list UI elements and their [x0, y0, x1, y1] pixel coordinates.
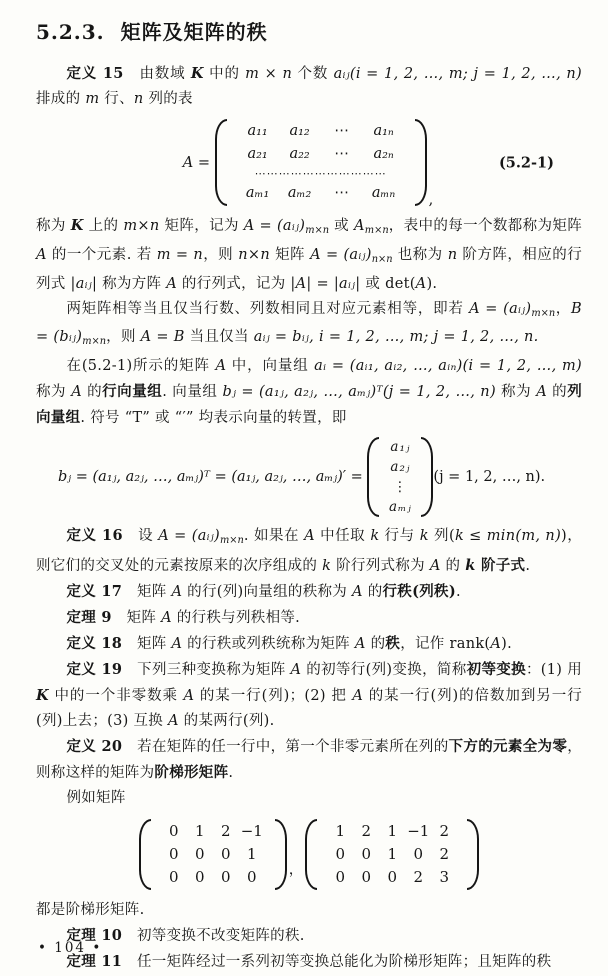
matrix-cell: 1 [194, 821, 205, 840]
text-segment: 上的 [83, 218, 124, 234]
matrix-row [237, 182, 405, 205]
text-segment: ). [426, 275, 438, 292]
text-segment: A [415, 275, 427, 292]
section-title: 矩阵及矩阵的秩 [120, 20, 268, 44]
paragraph-theorem-10 [36, 923, 582, 949]
example-echelon-matrices [36, 817, 582, 892]
text-segment: 矩阵，记为 [159, 218, 244, 234]
text-segment: 称为 [36, 218, 71, 234]
matrix-cell: a₁₁ [247, 123, 268, 139]
matrix-cell: 1 [387, 821, 398, 840]
text-segment: |aᵢⱼ| [70, 275, 98, 292]
text-segment: A = (aᵢⱼ) [158, 528, 220, 544]
text-segment: 的行秩与列秩相等. [171, 609, 301, 626]
text-segment: 定义 19 [66, 660, 123, 678]
text-segment: 称为方阵 [97, 275, 167, 292]
text-segment: n×n [238, 246, 270, 263]
text-segment: 下列三种变换称为矩阵 [122, 661, 291, 678]
text-segment: 的某一行(列)；(2) 把 [194, 687, 353, 704]
text-segment: m [85, 91, 100, 107]
text-segment: 若在矩阵的任一行中，第一个非零元素所在列的 [122, 738, 449, 755]
text-segment: 中的一个非零数乘 [48, 687, 184, 704]
matrix-row [385, 437, 415, 457]
text-segment: A [167, 712, 179, 729]
matrix-cell: 0 [168, 844, 179, 863]
text-segment: 中任取 [314, 528, 371, 544]
text-segment: 定义 17 [66, 582, 123, 600]
text-segment: 或 [329, 218, 354, 234]
paragraph-matrix-naming [36, 213, 582, 297]
text-segment: 矩阵 [122, 635, 172, 652]
text-segment: A [166, 275, 177, 292]
text-segment: A = (aᵢⱼ) [469, 300, 532, 317]
paragraph-definition-19 [36, 657, 582, 734]
matrix-row [385, 477, 415, 497]
matrix-cell: 0 [168, 867, 179, 886]
text-segment: 矩阵 [269, 246, 311, 263]
equation-column-vector [36, 435, 582, 519]
matrix-cell: 0 [220, 867, 231, 886]
matrix-row [385, 497, 415, 517]
text-segment: 或 det( [360, 275, 416, 292]
matrix-row [237, 143, 405, 166]
matrix-cell: ⋯ [334, 185, 349, 201]
matrix-row [161, 866, 265, 889]
text-segment: 称为 [36, 384, 72, 400]
matrix-row [237, 120, 405, 143]
text-segment: 秩 [385, 634, 401, 652]
text-segment: 初等变换不改变矩阵的秩. [122, 927, 305, 944]
matrix-cell: ⋯ [334, 146, 349, 162]
text-segment: aᵢⱼ(i = 1, 2, …, m; j = 1, 2, …, n) [333, 66, 582, 82]
equation-comma: , [428, 192, 434, 208]
text-segment: 列( [428, 528, 455, 544]
matrix-cell: a₁₂ [289, 123, 310, 139]
text-segment: ，记作 rank( [400, 635, 491, 652]
equation-rhs: (j = 1, 2, …, n). [433, 469, 546, 485]
text-segment: K [70, 217, 84, 234]
text-segment: 定义 16 [66, 527, 123, 544]
text-segment: n×n [371, 253, 393, 265]
matrix-cell: 0 [168, 821, 179, 840]
paragraph-definition-18 [36, 631, 582, 657]
text-segment: A = B [140, 329, 185, 346]
right-paren [415, 119, 427, 206]
text-segment: 矩阵 [122, 583, 172, 600]
paragraph-example-intro [36, 786, 582, 811]
matrix-cell: 3 [439, 867, 450, 886]
text-segment: A [490, 635, 502, 652]
text-segment: . [228, 764, 234, 781]
right-paren [275, 819, 287, 890]
text-segment: A [183, 687, 195, 704]
text-segment: B = (bᵢⱼ) [36, 300, 582, 346]
text-segment: |A| = |aᵢⱼ| [290, 275, 361, 292]
right-paren [467, 819, 479, 890]
text-segment: 任一矩阵经过一系列初等变换总能化为阶梯形矩阵；且矩阵的秩 [122, 953, 552, 970]
text-segment: A [215, 358, 227, 374]
text-segment: A [171, 635, 183, 652]
text-segment: A [352, 583, 363, 600]
text-segment: . [525, 557, 531, 574]
matrix-cell: 0 [220, 844, 231, 863]
text-segment: A [304, 528, 315, 544]
left-paren [215, 119, 227, 206]
text-segment: 行、 [99, 91, 134, 107]
text-segment: A = (aᵢⱼ) [310, 246, 372, 263]
text-segment: A [161, 609, 172, 626]
text-segment: k [322, 557, 332, 574]
matrix-row [161, 820, 265, 843]
section-heading [36, 16, 582, 45]
text-segment: 也称为 [392, 246, 448, 263]
matrix-cell: aₘₙ [371, 185, 396, 201]
text-segment: 两矩阵相等当且仅当行数、列数相同且对应元素相等，即若 [66, 300, 470, 317]
text-segment: 定理 9 [66, 608, 112, 626]
left-paren [305, 819, 317, 890]
matrix-A [227, 117, 415, 208]
matrix-row [385, 457, 415, 477]
matrix-cell: 2 [220, 821, 231, 840]
text-segment: 的行秩或列秩统称为矩阵 [182, 635, 355, 652]
text-segment: m×n [82, 336, 107, 347]
matrix-cell: a₂ⱼ [390, 459, 411, 475]
column-vector [379, 435, 421, 519]
matrix-cell: a₂ₙ [373, 146, 394, 162]
text-segment: 的某两行(列). [178, 712, 275, 729]
text-segment: 的 [440, 557, 466, 574]
text-segment: 的初等行(列)变换，简称 [301, 661, 467, 678]
text-segment: K [190, 65, 204, 82]
text-segment: . 向量组 [162, 384, 223, 400]
text-segment: 中，向量组 [226, 358, 315, 374]
text-segment: A [171, 583, 183, 600]
text-segment: k ≤ min(m, n) [454, 528, 562, 544]
text-segment: 定义 15 [66, 65, 124, 82]
matrix-row [327, 820, 457, 843]
matrix-cell: 2 [439, 821, 450, 840]
matrix-cell: 0 [246, 867, 257, 886]
text-segment: 阶梯形矩阵 [154, 763, 229, 781]
paragraph-row-col-vectors [36, 354, 582, 431]
text-segment: A [429, 557, 441, 574]
text-segment: 列向量组 [36, 383, 582, 426]
text-segment: k [419, 528, 429, 544]
paragraph-theorem-9 [36, 605, 582, 631]
matrix-cell: a₂₁ [247, 146, 268, 162]
text-segment: 设 [122, 528, 159, 544]
text-segment: bⱼ = (a₁ⱼ, a₂ⱼ, …, aₘⱼ)ᵀ(j = 1, 2, …, n) [222, 384, 496, 400]
paragraph-definition-20 [36, 734, 582, 786]
matrix-row [327, 843, 457, 866]
paragraph-definition-17 [36, 579, 582, 605]
matrix-cell: 0 [335, 844, 346, 863]
text-segment: 例如矩阵 [66, 789, 126, 806]
text-segment: 的 [81, 384, 103, 400]
text-segment: 的 [547, 384, 568, 400]
text-segment: 的 [362, 583, 383, 600]
text-segment: A = (aᵢⱼ) [243, 218, 306, 234]
equation-lhs: A = [182, 154, 210, 171]
text-segment: 由数域 [123, 66, 191, 82]
text-segment: ：(1) 用 [525, 661, 582, 678]
left-paren [139, 819, 151, 890]
matrix-row [327, 866, 457, 889]
matrix-cell: aₘⱼ [388, 499, 412, 515]
matrix-separator: ， [288, 861, 304, 878]
text-segment: ， [555, 300, 572, 317]
matrix-cell: a₁ⱼ [390, 439, 411, 455]
matrix-cell: −1 [240, 821, 263, 840]
paragraph-matrix-equality [36, 297, 582, 355]
page-number: • 104 • [38, 940, 103, 956]
text-segment: . [456, 583, 461, 600]
text-segment: 的 [365, 635, 386, 652]
text-segment: 当且仅当 [184, 329, 254, 346]
text-segment: 中的 [203, 66, 246, 82]
matrix-cell: 1 [335, 821, 346, 840]
matrix-cell: 2 [361, 821, 372, 840]
text-segment: 的行(列)向量组的秩称为 [182, 583, 352, 600]
matrix-cell: 2 [413, 867, 424, 886]
text-segment: 称为 [495, 384, 537, 400]
text-segment: 阶行列式称为 [331, 557, 430, 574]
text-segment: m×n [531, 307, 556, 319]
text-segment: )，则它们的交叉处的元素按原来的次序组成的 [36, 528, 583, 574]
text-segment: 在(5.2-1)所示的矩阵 [66, 358, 216, 374]
text-segment: 的行列式，记为 [177, 275, 291, 292]
matrix-row [161, 843, 265, 866]
text-segment: 排成的 [36, 91, 86, 107]
text-segment: ，表中的每一个数都称为矩阵 [388, 218, 583, 234]
text-segment: 定义 20 [66, 737, 123, 755]
paragraph-definition-16 [36, 523, 582, 579]
text-segment: ，则称这样的矩阵为 [36, 738, 582, 781]
text-segment: A [353, 218, 365, 234]
matrix-cell: 0 [194, 844, 205, 863]
paragraph-theorem-11 [36, 949, 582, 975]
text-segment: 行秩(列秩) [382, 582, 457, 600]
echelon-matrix-2 [317, 817, 467, 892]
text-segment: . 如果在 [243, 528, 305, 544]
text-segment: 定义 18 [66, 634, 123, 652]
matrix-cell: 0 [387, 867, 398, 886]
text-segment: 的一个元素. 若 [46, 246, 157, 263]
text-segment: A [36, 246, 47, 263]
text-segment: m×n [123, 218, 160, 234]
matrix-cell: a₂₂ [289, 146, 310, 162]
matrix-cell: 0 [361, 867, 372, 886]
matrix-cell: a₁ₙ [373, 123, 394, 139]
paragraph-example-outro [36, 898, 582, 923]
text-segment: 定理 10 [66, 926, 123, 944]
text-segment: A [352, 687, 364, 704]
matrix-cell: 0 [335, 867, 346, 886]
text-segment: ，则 [203, 246, 239, 263]
text-segment: n [447, 246, 458, 263]
text-segment: m×n [364, 224, 389, 236]
right-paren [421, 437, 433, 517]
matrix-row [237, 166, 405, 182]
text-segment: ). [501, 635, 513, 652]
text-segment: A [536, 384, 548, 400]
text-segment: k [465, 556, 476, 574]
text-segment: k [370, 528, 380, 544]
text-segment: . 符号 “T” 或 “′” 均表示向量的转置，即 [80, 410, 347, 426]
text-segment: A [71, 384, 82, 400]
text-segment: aᵢⱼ = bᵢⱼ, i = 1, 2, …, m; j = 1, 2, …, n. [253, 329, 539, 346]
matrix-cell: 0 [361, 844, 372, 863]
matrix-cell: 0 [413, 844, 424, 863]
text-segment: 阶方阵，相应的行列式 [36, 246, 583, 292]
text-segment: 阶子式 [475, 556, 526, 574]
matrix-cell: ⋮ [393, 479, 408, 495]
text-segment: 列的表 [143, 91, 193, 107]
text-segment: m×n [219, 534, 244, 546]
paragraph-definition-15 [36, 61, 582, 112]
text-segment: 初等变换 [466, 660, 526, 678]
equation-lhs: bⱼ = (a₁ⱼ, a₂ⱼ, …, aₘⱼ)ᵀ = (a₁ⱼ, a₂ⱼ, …, aₘⱼ)′ = [58, 469, 363, 485]
text-segment: 行向量组 [102, 383, 163, 400]
matrix-cell: 0 [194, 867, 205, 886]
text-segment: A [290, 661, 302, 678]
matrix-cell: 1 [246, 844, 257, 863]
equation-number-label: (5.2-1) [498, 154, 554, 171]
text-segment: 个数 [292, 66, 334, 82]
text-segment: n [133, 91, 144, 107]
text-segment: m×n [305, 224, 330, 236]
matrix-cell: ⋯⋯⋯⋯⋯⋯⋯⋯⋯⋯⋯ [254, 167, 387, 180]
text-segment: ，则 [106, 329, 141, 346]
text-segment: 定理 11 [66, 952, 123, 970]
text-segment: m × n [245, 66, 293, 82]
matrix-cell: 1 [387, 844, 398, 863]
text-segment: A [354, 635, 366, 652]
matrix-cell: ⋯ [334, 123, 349, 139]
matrix-cell: −1 [407, 821, 430, 840]
text-segment: m = n [156, 246, 204, 263]
equation-5-2-1 [36, 117, 582, 208]
text-segment: 的某一行(列)的倍数加到另一行(列)上去；(3) 互换 [36, 687, 582, 729]
matrix-cell: 2 [439, 844, 450, 863]
echelon-matrix-1 [151, 817, 275, 892]
section-number: 5.2.3. [36, 20, 105, 44]
matrix-cell: aₘ₁ [245, 185, 270, 201]
text-segment: 下方的元素全为零 [448, 737, 568, 755]
matrix-cell: aₘ₂ [287, 185, 312, 201]
text-segment: 都是阶梯形矩阵. [36, 901, 145, 918]
text-segment: aᵢ = (aᵢ₁, aᵢ₂, …, aᵢₙ)(i = 1, 2, …, m) [314, 358, 582, 374]
text-segment: 行与 [379, 528, 420, 544]
left-paren [367, 437, 379, 517]
text-segment: K [36, 686, 49, 704]
text-segment: 矩阵 [111, 609, 162, 626]
